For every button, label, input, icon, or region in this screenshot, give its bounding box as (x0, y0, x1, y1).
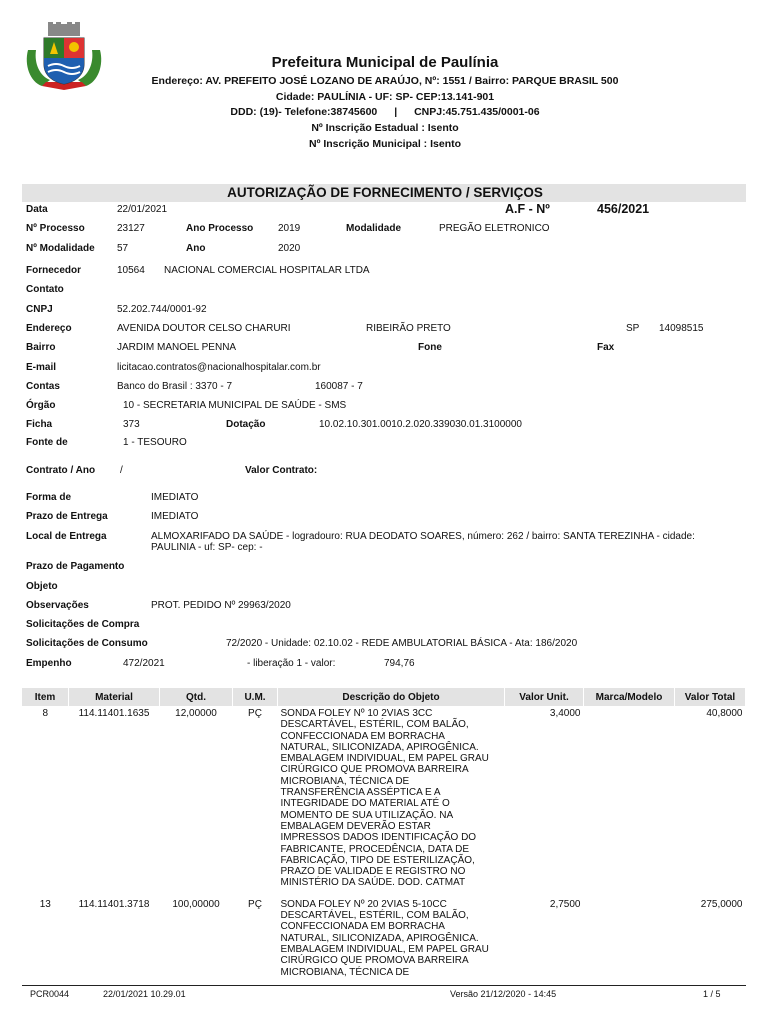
header-cnpj: CNPJ:45.751.435/0001-06 (414, 106, 540, 118)
nmodalidade-value: 57 (117, 243, 129, 254)
prazo-entrega-value: IMEDIATO (151, 511, 199, 522)
footer-code: PCR0044 (30, 989, 70, 999)
conta-value: 160087 - 7 (315, 381, 363, 392)
forma-label: Forma de (26, 492, 72, 503)
col-um: U.M. (233, 688, 278, 706)
endereco-label: Endereço (26, 323, 72, 334)
af-number: 456/2021 (597, 202, 650, 216)
col-descricao: Descrição do Objeto (278, 688, 505, 706)
table-row (22, 706, 746, 891)
contrato-label: Contrato / Ano (26, 465, 96, 476)
ano-value: 2020 (278, 243, 301, 254)
valor-contrato-label: Valor Contrato: (245, 465, 318, 476)
header-phone-text: DDD: (19)- Telefone:38745600 (230, 106, 378, 118)
cnpj-label: CNPJ (26, 304, 53, 315)
email-value: licitacao.contratos@nacionalhospitalar.com.br (117, 362, 321, 373)
table-header-row (22, 688, 746, 706)
header-address: Endereço: AV. PREFEITO JOSÉ LOZANO DE ARAÚJO, Nº: 1551 / Bairro: PARQUE BRASIL 500 (151, 75, 619, 87)
row-valor-total: 275,0000 (700, 898, 743, 910)
col-material: Material (69, 688, 160, 706)
uf-value: SP (626, 323, 640, 334)
contrato-value: / (120, 465, 123, 476)
contas-label: Contas (26, 381, 60, 392)
cep-value: 14098515 (659, 323, 704, 334)
bairro-label: Bairro (26, 342, 56, 353)
row-um: PÇ (248, 708, 262, 719)
footer-divider (22, 985, 746, 986)
row-um: PÇ (248, 898, 262, 910)
ficha-value: 373 (123, 419, 140, 430)
nmodalidade-label: Nº Modalidade (26, 243, 95, 254)
observacoes-value: PROT. PEDIDO Nº 29963/2020 (151, 600, 291, 611)
fax-label: Fax (597, 342, 615, 353)
header-separator: | (394, 106, 398, 118)
email-label: E-mail (26, 362, 57, 373)
row-material: 114.11401.3718 (78, 898, 150, 910)
bairro-value: JARDIM MANOEL PENNA (117, 342, 237, 353)
cnpj-value: 52.202.744/0001-92 (117, 304, 207, 315)
ano-processo-label: Ano Processo (186, 223, 254, 234)
modalidade-value: PREGÃO ELETRONICO (439, 223, 550, 234)
prazo-pagamento-label: Prazo de Pagamento (26, 561, 125, 572)
dotacao-label: Dotação (226, 419, 266, 430)
fonte-value: 1 - TESOURO (123, 437, 187, 448)
af-label: A.F - Nº (505, 202, 550, 216)
modalidade-label: Modalidade (346, 223, 402, 234)
forma-value: IMEDIATO (151, 492, 199, 503)
fone-label: Fone (418, 342, 442, 353)
processo-label: Nº Processo (26, 223, 85, 234)
local-entrega-line1: ALMOXARIFADO DA SAÚDE - logradouro: RUA DEODATO SOARES, número: 262 / bairro: SANTA TEREZINHA - cidade: (151, 531, 695, 542)
data-label: Data (26, 204, 48, 215)
row-valor-total: 40,8000 (706, 708, 743, 719)
row-marca (584, 891, 675, 980)
data-value: 22/01/2021 (117, 204, 168, 215)
page-title: Prefeitura Municipal de Paulínia (271, 54, 499, 71)
sol-compra-label: Solicitações de Compra (26, 619, 140, 630)
row-valor-unit: 3,4000 (549, 708, 581, 719)
row-material: 114.11401.1635 (78, 708, 150, 719)
processo-value: 23127 (117, 223, 145, 234)
liberacao-label: - liberação 1 - valor: (247, 658, 336, 669)
row-descricao: SONDA FOLEY Nº 10 2VIAS 3CC DESCARTÁVEL, ESTÉRIL, COM BALÃO, CONFECCIONADA EM BORRACHA NATURAL, SILICONIZADA, APIROGÊNICA. EMBALAGEM INDIVIDUAL, EM PAPEL GRAU CIRÚRGICO QUE PROMOVA BARREIRA MICROBIANA, TÉCNICA DE TRANSFERÊNCIA ASSÉPTICA E A INTEGRIDADE DO MATERIAL ATÉ O MOMENTO DE SUA UTILIZAÇÃO. NA EMBALAGEM DEVERÃO ESTAR IMPRESSOS DADOS IDENTIFICAÇÃO DO FABRICANTE, PROCEDÊNCIA, DATA DE FABRICAÇÃO, TIPO DE ESTERILIZAÇÃO, PRAZO DE VALIDADE E REGISTRO NO MINISTÉRIO DA SAÚDE. DOD. CATMAT (280, 708, 489, 889)
table-row (22, 891, 746, 980)
header-city-registration: Nº Inscrição Municipal : Isento (308, 138, 462, 150)
header-state-registration: Nº Inscrição Estadual : Isento (311, 122, 459, 134)
items-table (22, 688, 746, 980)
sol-consumo-value: 72/2020 - Unidade: 02.10.02 - REDE AMBULATORIAL BÁSICA - Ata: 186/2020 (226, 638, 578, 649)
dotacao-value: 10.02.10.301.0010.2.020.339030.01.3100000 (319, 419, 522, 430)
row-descricao: SONDA FOLEY Nº 20 2VIAS 5-10CC DESCARTÁVEL, ESTÉRIL, COM BALÃO, CONFECCIONADA EM BORRACHA NATURAL, SILICONIZADA, APIROGÊNICA. EMBALAGEM INDIVIDUAL, EM PAPEL GRAU CIRÚRGICO QUE PROMOVA BARREIRA MICROBIANA, TÉCNICA DE (280, 898, 489, 978)
row-qtd: 100,00000 (172, 898, 220, 910)
col-marca-modelo: Marca/Modelo (584, 688, 675, 706)
row-marca (584, 706, 675, 891)
row-item: 13 (39, 898, 51, 910)
fornecedor-name: NACIONAL COMERCIAL HOSPITALAR LTDA (164, 265, 370, 276)
row-valor-unit: 2,7500 (549, 898, 581, 910)
footer-datetime: 22/01/2021 10.29.01 (103, 989, 186, 999)
objeto-label: Objeto (26, 581, 58, 592)
orgao-value: 10 - SECRETARIA MUNICIPAL DE SAÚDE - SMS (123, 400, 347, 411)
row-item: 8 (42, 708, 49, 719)
header-phone (0, 106, 770, 118)
ano-processo-value: 2019 (278, 223, 301, 234)
fornecedor-label: Fornecedor (26, 265, 82, 276)
sol-consumo-label: Solicitações de Consumo (26, 638, 148, 649)
footer-page: 1 / 5 (703, 989, 721, 999)
fornecedor-code: 10564 (117, 265, 145, 276)
fonte-label: Fonte de (26, 437, 68, 448)
document-title: AUTORIZAÇÃO DE FORNECIMENTO / SERVIÇOS (227, 185, 543, 200)
ficha-label: Ficha (26, 419, 53, 430)
prazo-entrega-label: Prazo de Entrega (26, 511, 108, 522)
empenho-label: Empenho (26, 658, 72, 669)
header-city: Cidade: PAULÍNIA - UF: SP- CEP:13.141-901 (275, 91, 495, 103)
local-entrega-label: Local de Entrega (26, 531, 107, 542)
endereco-value: AVENIDA DOUTOR CELSO CHARURI (117, 323, 291, 334)
footer-version: Versão 21/12/2020 - 14:45 (450, 989, 557, 999)
col-qtd: Qtd. (160, 688, 233, 706)
banco-value: Banco do Brasil : 3370 - 7 (117, 381, 233, 392)
col-valor-unit: Valor Unit. (505, 688, 584, 706)
cidade-value: RIBEIRÃO PRETO (366, 323, 451, 334)
observacoes-label: Observações (26, 600, 89, 611)
contato-label: Contato (26, 284, 64, 295)
orgao-label: Órgão (26, 400, 56, 411)
col-valor-total: Valor Total (675, 688, 746, 706)
col-item: Item (22, 688, 69, 706)
empenho-amount: 794,76 (384, 658, 415, 669)
row-qtd: 12,00000 (175, 708, 217, 719)
empenho-value: 472/2021 (123, 658, 165, 669)
ano-label: Ano (186, 243, 206, 254)
local-entrega-line2: PAULINIA - uf: SP- cep: - (151, 542, 263, 553)
